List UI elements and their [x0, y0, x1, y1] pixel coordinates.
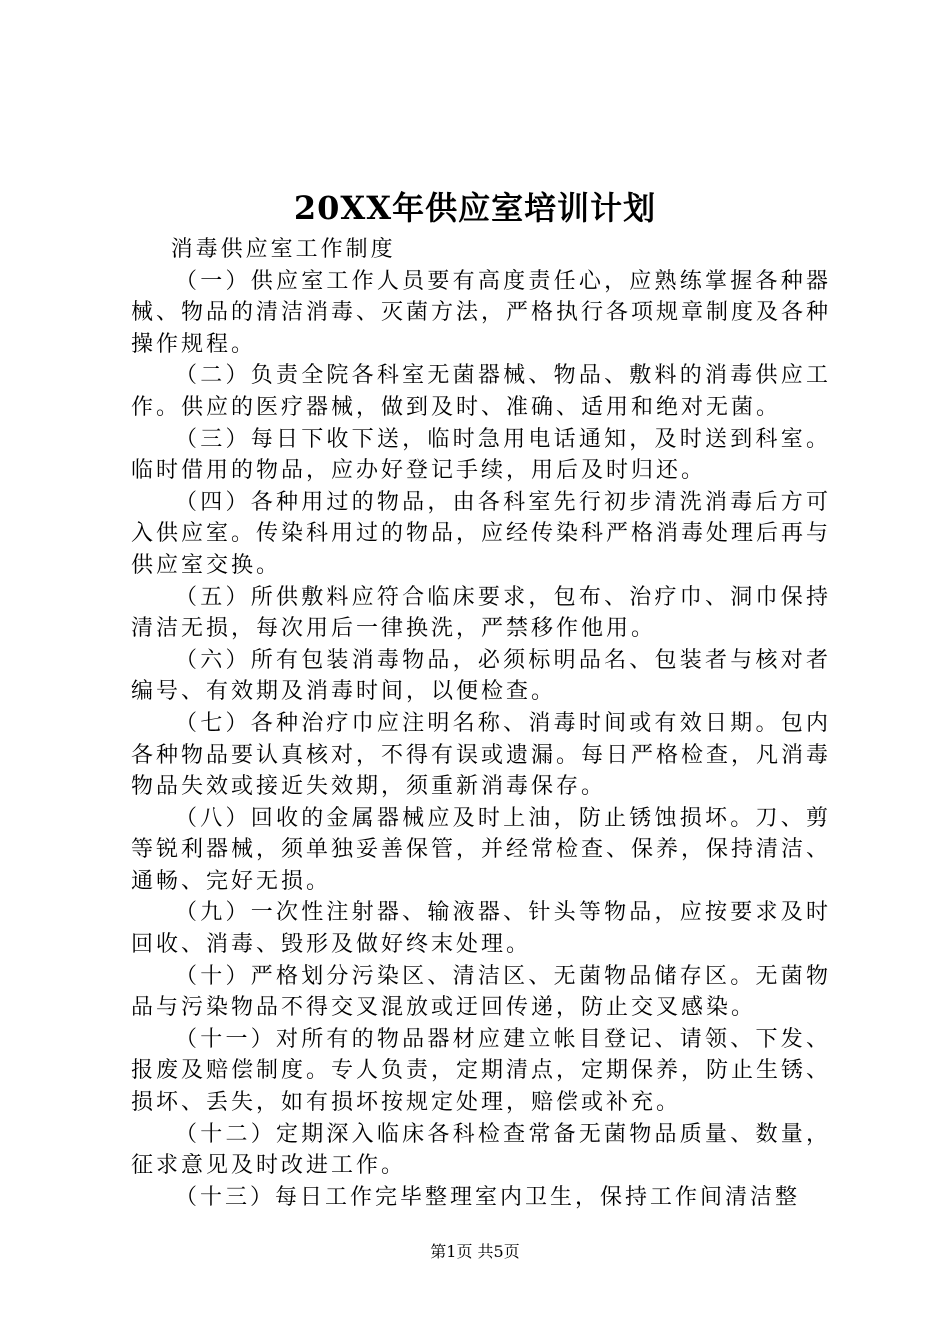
paragraph-4: （四）各种用过的物品，由各科室先行初步清洗消毒后方可入供应室。传染科用过的物品，应经传染科严格消毒处理后再与供应室交换。: [131, 489, 832, 578]
paragraph-8: （八）回收的金属器械应及时上油，防止锈蚀损坏。刀、剪等锐利器械，须单独妥善保管，并经常检查、保养，保持清洁、通畅、完好无损。: [131, 805, 832, 894]
page-number-footer: 第1页 共5页: [430, 1242, 520, 1261]
paragraph-11: （十一）对所有的物品器材应建立帐目登记、请领、下发、报废及赔偿制度。专人负责，定期清点，定期保养，防止生锈、损坏、丢失，如有损坏按规定处理，赔偿或补充。: [131, 1026, 832, 1116]
paragraph-9: （九）一次性注射器、输液器、针头等物品，应按要求及时回收、消毒、毁形及做好终末处理。: [131, 900, 831, 958]
paragraph-13: （十三）每日工作完毕整理室内卫生，保持工作间清洁整: [175, 1184, 801, 1210]
paragraph-1: （一）供应室工作人员要有高度责任心，应熟练掌握各种器械、物品的清洁消毒、灭菌方法，严格执行各项规章制度及各种操作规程。: [131, 268, 832, 357]
section-heading: 消毒供应室工作制度: [170, 237, 396, 262]
paragraph-5: （五）所供敷料应符合临床要求，包布、治疗巾、洞巾保持清洁无损，每次用后一律换洗，严禁移作他用。: [131, 584, 831, 642]
paragraph-3: （三）每日下收下送，临时急用电话通知，及时送到科室。临时借用的物品，应办好登记手续，用后及时归还。: [131, 426, 831, 484]
document-title: 20XX年供应室培训计划: [293, 189, 657, 227]
paragraph-2: （二）负责全院各科室无菌器械、物品、敷料的消毒供应工作。供应的医疗器械，做到及时、准确、适用和绝对无菌。: [131, 363, 831, 420]
paragraph-12: （十二）定期深入临床各科检查常备无菌物品质量、数量，征求意见及时改进工作。: [131, 1121, 831, 1179]
paragraph-7: （七）各种治疗巾应注明名称、消毒时间或有效日期。包内各种物品要认真核对，不得有误或遗漏。每日严格检查，凡消毒物品失效或接近失效期，须重新消毒保存。: [131, 710, 832, 800]
document-body: [131, 234, 831, 1213]
paragraph-6: （六）所有包装消毒物品，必须标明品名、包装者与核对者编号、有效期及消毒时间，以便检查。: [131, 647, 831, 705]
paragraph-10: （十）严格划分污染区、清洁区、无菌物品储存区。无菌物品与污染物品不得交叉混放或迂回传递，防止交叉感染。: [131, 963, 831, 1021]
